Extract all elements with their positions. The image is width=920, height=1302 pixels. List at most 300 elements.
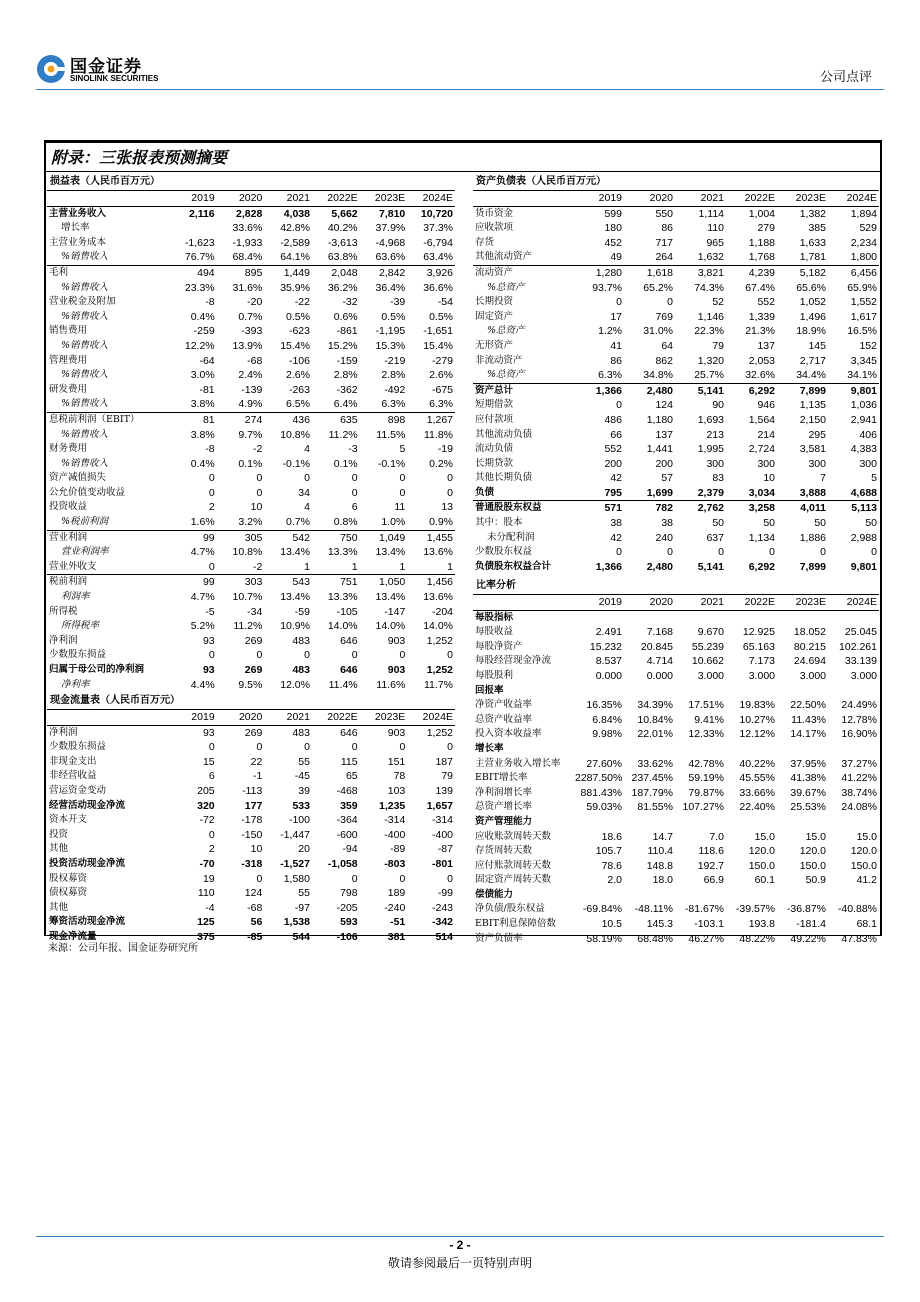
cell-value: 18.6 (601, 830, 622, 843)
cell-value: 13.9% (232, 339, 263, 352)
balance-sheet-title: 资产负债表（人民币百万元） (473, 174, 879, 191)
cell-value: 11.4% (328, 678, 358, 691)
cell-value: 65.163 (742, 640, 775, 653)
row-label: 应付账款周转天数 (475, 859, 552, 871)
cell-value: 903 (387, 664, 406, 676)
ratio-group-label: 增长率 (475, 742, 504, 754)
table-row (473, 873, 879, 888)
row-label: 营业税金及附加 (49, 296, 116, 308)
cell-value: 0 (769, 546, 775, 559)
table-row (473, 800, 879, 815)
cell-value: 55 (298, 755, 310, 768)
cell-value: 213 (706, 428, 724, 441)
year-header: 2020 (217, 191, 265, 206)
cell-value: -4,968 (375, 236, 406, 249)
cell-value: 47.83% (841, 932, 877, 945)
table-row (47, 354, 455, 369)
cell-value: -106 (336, 930, 358, 943)
row-label: 资产负债率 (475, 932, 523, 944)
cell-value: 13.4% (375, 546, 406, 559)
source-note: 来源：公司年报、国金证券研究所 (48, 943, 198, 954)
row-label: 债权募资 (49, 887, 88, 899)
cell-value: 55 (298, 887, 310, 900)
row-label: 长期贷款 (475, 457, 514, 469)
table-row (47, 901, 455, 916)
cell-value: 965 (706, 236, 724, 249)
cell-value: 0 (208, 560, 215, 573)
cell-value: 6.3% (598, 369, 622, 382)
cell-value: 11.43% (791, 713, 826, 726)
cell-value: 38 (661, 517, 673, 530)
cell-value: -342 (431, 916, 453, 929)
cell-value: 42.78% (688, 757, 724, 770)
cell-value: 406 (859, 428, 877, 441)
cell-value: 4 (304, 443, 310, 456)
cell-value (169, 221, 217, 236)
row-label: 总资产增长率 (475, 801, 533, 813)
cell-value: 0 (616, 399, 622, 412)
table-row (47, 915, 455, 930)
cell-value: 0.6% (333, 310, 358, 323)
cell-value: 66 (610, 428, 622, 441)
cell-value: -99 (437, 887, 453, 900)
disclaimer-text: 敬请参阅最后一页特别声明 (387, 1256, 532, 1270)
cell-value: -87 (437, 843, 453, 856)
cell-value: 1,633 (799, 236, 826, 249)
cell-value: 22.40% (739, 801, 775, 814)
cell-value: 599 (604, 207, 622, 220)
cell-value: 124 (244, 887, 263, 900)
cell-value: 24.08% (841, 801, 877, 814)
cell-value: -393 (241, 325, 263, 338)
cell-value: 13.3% (327, 546, 358, 559)
table-row (47, 265, 455, 280)
cell-value: 10 (250, 843, 263, 856)
table-row (473, 221, 879, 236)
table-row (473, 771, 879, 786)
logo-chinese-name: 国金证券 (70, 57, 142, 76)
table-row (473, 560, 879, 575)
cell-value: 19.83% (739, 699, 775, 712)
cell-value: 11.6% (376, 678, 406, 691)
cell-value: 34.1% (847, 369, 877, 382)
cell-value: 74.3% (694, 281, 724, 294)
cell-value: 18.0 (652, 874, 673, 887)
row-label: 投资 (49, 828, 69, 840)
cell-value: 63.8% (327, 251, 358, 264)
cell-value: 1,052 (799, 296, 826, 309)
table-row (47, 725, 455, 740)
year-header: 2023E (360, 710, 408, 725)
row-label: %销售收入 (61, 339, 109, 351)
cell-value: 0 (399, 741, 406, 754)
cell-value: 4.9% (238, 398, 263, 411)
table-row (473, 917, 879, 932)
cell-value: 1,693 (697, 413, 724, 426)
cell-value: 93.7% (592, 281, 622, 294)
cell-value: 0 (304, 649, 310, 662)
cell-value: 37.95% (790, 757, 826, 770)
cell-value: -400 (384, 828, 406, 841)
table-row (473, 654, 879, 669)
row-label: 长期投资 (475, 296, 514, 308)
cell-value: -2,589 (280, 236, 310, 249)
table-row (473, 640, 879, 655)
row-label: 每股净资产 (475, 640, 523, 652)
cell-value: 0.2% (429, 457, 453, 470)
cell-value: 593 (340, 916, 358, 929)
table-row (473, 844, 879, 859)
cell-value: -219 (384, 354, 406, 367)
cell-value: 31.6% (232, 281, 263, 294)
cell-value: 107.27% (682, 801, 724, 814)
cell-value: 7 (820, 472, 826, 485)
table-row (473, 236, 879, 251)
cell-value: 0 (447, 472, 453, 485)
cell-value: 0.5% (429, 310, 453, 323)
cell-value: 13.3% (327, 591, 358, 604)
cell-value: 3,258 (726, 501, 777, 516)
cell-value: 0 (208, 649, 215, 662)
row-label: 货币资金 (475, 207, 514, 219)
row-label: 销售费用 (49, 325, 88, 337)
cell-value: -1,447 (280, 828, 310, 841)
cell-value: 189 (387, 887, 406, 900)
cell-value: -72 (199, 814, 215, 827)
cell-value: 110 (197, 887, 215, 900)
cell-value: 10.662 (691, 655, 724, 668)
cell-value: 12.2% (184, 339, 215, 352)
cell-value: 1.2% (598, 325, 622, 338)
cell-value: -240 (384, 901, 406, 914)
cell-value: 17 (610, 310, 622, 323)
cell-value: 14.0% (423, 620, 453, 633)
row-label: 主营业务收入 (49, 207, 107, 219)
row-label: 非经营收益 (49, 770, 97, 782)
cell-value: -32 (342, 296, 358, 309)
cell-value: 0 (256, 872, 263, 885)
cell-value: 274 (217, 412, 265, 427)
cell-value: 15.0 (856, 830, 877, 843)
cell-value: 1,180 (646, 413, 673, 426)
cell-value: 494 (169, 265, 217, 280)
cell-value: 10,720 (420, 207, 453, 220)
cell-value: 200 (655, 457, 673, 470)
cell-value: 148.8 (646, 859, 673, 872)
cell-value: -59 (294, 605, 310, 618)
cell-value: 0 (208, 828, 215, 841)
cell-value: 6.5% (286, 398, 310, 411)
cell-value: 7.168 (646, 626, 673, 639)
table-row (473, 902, 879, 917)
cell-value: 59.19% (688, 772, 724, 785)
cell-value: 110 (707, 222, 724, 235)
table-row (473, 413, 879, 428)
table-row (47, 281, 455, 296)
table-row (473, 757, 879, 772)
row-label: 固定资产 (475, 310, 514, 322)
row-label: 少数股东权益 (475, 546, 533, 558)
cell-value: -675 (431, 383, 453, 396)
table-row (47, 886, 455, 901)
cell-value: 18.052 (793, 626, 826, 639)
cell-value: 18.9% (796, 325, 826, 338)
cell-value: 0.7% (238, 310, 263, 323)
table-row (473, 206, 879, 221)
year-header: 2020 (217, 710, 265, 725)
cell-value: 0.8% (333, 516, 358, 529)
row-label: 非流动资产 (475, 354, 523, 366)
cell-value: 3.000 (799, 669, 826, 682)
table-row (473, 545, 879, 560)
row-label: 股权募资 (49, 872, 88, 884)
income-statement (47, 174, 455, 692)
cell-value: -314 (431, 814, 453, 827)
cell-value: 4,239 (726, 265, 777, 280)
cell-value: 0 (616, 546, 622, 559)
cell-value: 300 (706, 457, 724, 470)
cell-value: 6.3% (429, 398, 453, 411)
cell-value: 0 (208, 741, 215, 754)
cell-value: -94 (342, 843, 358, 856)
cell-value: 303 (217, 575, 265, 590)
table-row (47, 605, 455, 620)
cell-value: 20.845 (640, 640, 673, 653)
cell-value: 11.2% (328, 428, 358, 441)
cell-value: 0 (399, 472, 406, 485)
table-row (473, 295, 879, 310)
table-row (47, 500, 455, 515)
cell-value: 4.7% (190, 591, 215, 604)
cell-value: 3,926 (407, 265, 455, 280)
cell-value: 4,038 (283, 207, 310, 220)
cashflow-statement-title: 现金流量表（人民币百万元） (47, 693, 455, 710)
year-header: 2022E (726, 595, 777, 610)
cell-value: 6.4% (333, 398, 358, 411)
cell-value: 646 (340, 664, 358, 676)
row-label: 财务费用 (49, 443, 88, 455)
cell-value: 550 (655, 207, 673, 220)
cell-value: 1,455 (407, 530, 455, 545)
cell-value: 2.4% (238, 369, 263, 382)
cell-value: 34 (298, 486, 310, 499)
table-row (473, 324, 879, 339)
cell-value: 486 (604, 413, 622, 426)
cell-value: 40.2% (327, 222, 358, 235)
cell-value: 750 (312, 530, 360, 545)
table-row (47, 412, 455, 427)
table-row (47, 590, 455, 605)
cell-value: 42 (610, 472, 622, 485)
table-row (473, 698, 879, 713)
balance-header-row (473, 191, 879, 206)
cell-value: 2,234 (850, 236, 877, 249)
cell-value: 385 (808, 222, 826, 235)
cell-value: -85 (247, 930, 263, 943)
cell-value: 2,842 (360, 265, 408, 280)
cell-value: 4,383 (850, 443, 877, 456)
table-row (47, 428, 455, 443)
table-row (47, 486, 455, 501)
cell-value: -1,651 (423, 325, 453, 338)
cell-value: 120.0 (748, 845, 775, 858)
cell-value: -100 (288, 814, 310, 827)
table-row (47, 663, 455, 678)
cell-value: 3.8% (190, 428, 215, 441)
cell-value: 13 (441, 501, 453, 514)
row-label: 少数股东损益 (49, 649, 107, 661)
row-label: 净利润 (49, 726, 78, 738)
cell-value: 3,034 (748, 486, 775, 499)
table-row (47, 678, 455, 693)
cell-value: 76.7% (184, 251, 215, 264)
year-header: 2021 (675, 191, 726, 206)
cell-value: 898 (360, 412, 408, 427)
cell-value: 751 (312, 575, 360, 590)
row-label: 净资产收益率 (475, 699, 533, 711)
cell-value: 2,480 (624, 383, 675, 398)
cell-value: 1,538 (283, 916, 310, 929)
cell-value: 65.9% (847, 281, 877, 294)
table-row (473, 932, 879, 947)
table-row (473, 669, 879, 684)
table-row (473, 486, 879, 501)
row-label: 主营业务成本 (49, 236, 107, 248)
cell-value: 37.27% (841, 757, 877, 770)
year-header: 2022E (726, 191, 777, 206)
cell-value: 1,188 (748, 236, 775, 249)
cell-value: 214 (757, 428, 775, 441)
row-label: 资产总计 (473, 383, 573, 398)
cell-value: 1,564 (748, 413, 775, 426)
cell-value: 10.84% (637, 713, 673, 726)
cell-value: 83 (712, 472, 724, 485)
cell-value: 115 (340, 755, 358, 768)
cell-value: 3,821 (675, 265, 726, 280)
cell-value: 2,988 (850, 531, 877, 544)
table-row (473, 281, 879, 296)
cell-value: 41 (610, 339, 622, 352)
cell-value: 10 (250, 501, 263, 514)
cell-value: -318 (241, 857, 263, 870)
cell-value: 1,280 (573, 265, 624, 280)
cell-value: -0.1% (282, 457, 310, 470)
cell-value: -113 (242, 784, 263, 797)
cell-value: -8 (205, 296, 215, 309)
row-label: %销售收入 (61, 457, 109, 469)
ratio-group-row (473, 815, 879, 830)
cell-value: -623 (288, 325, 310, 338)
cell-value: 205 (197, 784, 215, 797)
cell-value: 39 (298, 784, 310, 797)
cell-value: 68.48% (637, 932, 673, 945)
table-row (47, 545, 455, 560)
cell-value: 187 (435, 755, 453, 768)
cell-value: -3 (348, 443, 358, 456)
ratio-group-label: 资产管理能力 (475, 815, 533, 827)
year-header: 2021 (264, 710, 312, 725)
income-table (47, 191, 455, 692)
year-header: 2024E (828, 191, 879, 206)
cell-value: 483 (292, 726, 310, 739)
cell-value: 1,036 (850, 399, 877, 412)
cell-value: 1,800 (850, 251, 877, 264)
cell-value: 65 (345, 770, 358, 783)
cell-value: 381 (387, 930, 406, 943)
row-label: 少数股东损益 (49, 741, 107, 753)
table-row (47, 813, 455, 828)
table-row (47, 515, 455, 530)
table-row (47, 295, 455, 310)
row-label: 每股经营现金净流 (475, 655, 552, 667)
cell-value: -105 (336, 605, 358, 618)
cell-value: 2 (208, 843, 215, 856)
cell-value: 1.0% (381, 516, 406, 529)
cell-value: 1,995 (697, 443, 724, 456)
cell-value: 3.000 (850, 669, 877, 682)
table-row (47, 575, 455, 590)
cell-value: 0 (256, 486, 263, 499)
cell-value: 17.51% (688, 699, 724, 712)
cell-value: 5.2% (190, 620, 215, 633)
cell-value: -1,527 (280, 857, 310, 870)
cell-value: 192.7 (697, 859, 724, 872)
cell-value: 0 (399, 649, 406, 662)
cell-value: 66.9 (703, 874, 724, 887)
cell-value: 1,339 (748, 310, 775, 323)
cell-value: 2,941 (850, 413, 877, 426)
cell-value: 20 (298, 843, 310, 856)
table-row (47, 368, 455, 383)
cell-value: 41.2 (856, 874, 877, 887)
cell-value: -147 (384, 605, 406, 618)
cell-value: 795 (604, 486, 622, 499)
cell-value: -45 (294, 770, 310, 783)
row-label: %销售收入 (61, 428, 109, 440)
cell-value: 717 (655, 236, 673, 249)
cell-value: 24.694 (793, 655, 826, 668)
cell-value: 120.0 (799, 845, 826, 858)
row-label: 应收账款周转天数 (475, 830, 552, 842)
cell-value: 33.62% (637, 757, 673, 770)
cell-value: -39.57% (735, 903, 775, 916)
cell-value: 5,113 (828, 501, 879, 516)
cell-value: 5,662 (331, 207, 358, 220)
table-row (47, 221, 455, 236)
cell-value: 67.4% (745, 281, 775, 294)
row-label: 应收款项 (475, 222, 514, 234)
cell-value: 145.3 (646, 918, 673, 931)
cell-value: 38.74% (841, 786, 877, 799)
cell-value: 0 (667, 546, 673, 559)
cell-value: 1,632 (697, 251, 724, 264)
cell-value: -51 (390, 916, 406, 929)
cell-value: 3.000 (748, 669, 775, 682)
cell-value: -8 (205, 443, 215, 456)
ratio-group-row (473, 742, 879, 757)
cell-value: -314 (384, 814, 406, 827)
cell-value: 39.67% (790, 786, 826, 799)
row-label: 普通股股东权益 (473, 501, 573, 516)
cell-value: 2.8% (381, 369, 406, 382)
cell-value: 7.0 (709, 830, 724, 843)
cell-value: 1,781 (799, 251, 826, 264)
cell-value: -243 (431, 901, 453, 914)
cell-value: -600 (336, 828, 358, 841)
cell-value: 552 (757, 296, 775, 309)
row-label: 投资活动现金净流 (49, 857, 126, 869)
cell-value: 436 (264, 412, 312, 427)
